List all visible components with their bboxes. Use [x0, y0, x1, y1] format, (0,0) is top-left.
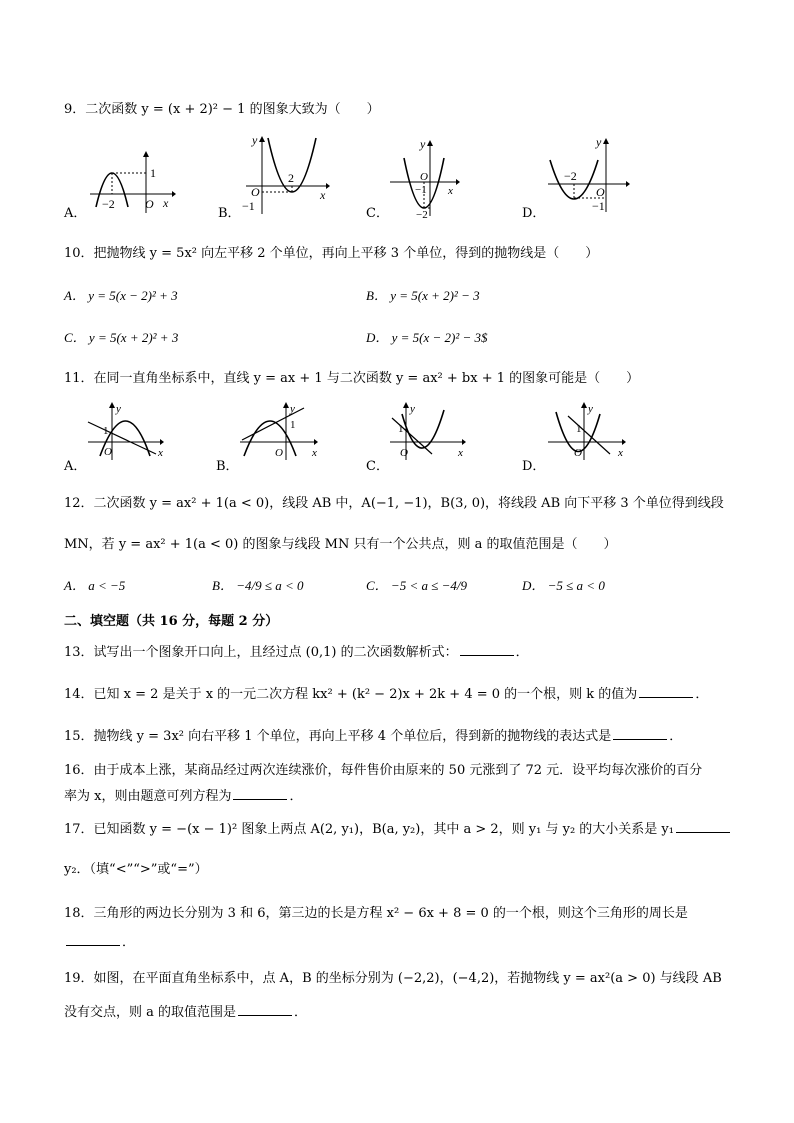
q18-line1: 18．三角形的两边长分别为 3 和 6，第三边的长是方程 x² − 6x + 8 = 0 的一个根，则这个三角形的周长是: [64, 906, 688, 921]
q16-line2-wrap: [64, 787, 302, 806]
label-x: x: [448, 185, 453, 197]
q14: [64, 685, 708, 704]
label-O: O: [145, 197, 154, 211]
q16-blank[interactable]: [233, 787, 287, 800]
q14-text: 14．已知 x = 2 是关于 x 的一元二次方程 kx² + (k² − 2)x + 2k + 4 = 0 的一个根，则 k 的值为: [64, 687, 638, 702]
line: [88, 422, 156, 454]
q11-graph-c[interactable]: [388, 400, 470, 462]
q14-blank[interactable]: [639, 685, 693, 698]
q10-prompt: 10．把抛物线 y = 5x² 向左平移 2 个单位，再向上平移 3 个单位，得到的抛物线是（ ）: [64, 246, 599, 261]
q9-graph-c[interactable]: [388, 136, 468, 220]
q11-choice-d[interactable]: D．: [522, 459, 546, 474]
q19-end: ．: [294, 1005, 308, 1020]
q11-choice-b[interactable]: B．: [216, 459, 239, 474]
q9-choice-d[interactable]: D．: [522, 206, 546, 221]
q15: [64, 727, 682, 746]
q13: [64, 643, 529, 662]
q19-blank[interactable]: [238, 1003, 292, 1016]
q17-blank[interactable]: [676, 820, 730, 833]
label-2: 2: [288, 171, 294, 185]
label-O: O: [400, 447, 408, 459]
q10-choice-c[interactable]: C． y = 5(x + 2)² + 3: [64, 330, 179, 345]
label-x: x: [163, 196, 169, 210]
label-1: 1: [150, 166, 156, 180]
parabola: [244, 421, 296, 456]
q12-choice-c[interactable]: C． −5 < a ≤ −4/9: [366, 578, 467, 593]
label-1: 1: [290, 419, 296, 431]
q10-choice-b[interactable]: B． y = 5(x + 2)² − 3: [366, 288, 480, 303]
label-1: 1: [398, 423, 404, 435]
q9-choice-a[interactable]: A．: [64, 206, 87, 221]
q19-line2: 没有交点，则 a 的取值范围是: [64, 1005, 237, 1020]
label-O: O: [275, 447, 283, 459]
q16-end: ．: [289, 789, 303, 804]
q9-prompt: 9．二次函数 y = (x + 2)² − 1 的图象大致为（ ）: [64, 102, 380, 117]
q11-graph-a[interactable]: [86, 400, 168, 462]
q11-graph-d[interactable]: [546, 400, 630, 462]
label-neg2: −2: [102, 197, 115, 211]
label-x: x: [320, 188, 326, 202]
q15-end: ．: [669, 729, 683, 744]
label-y: y: [410, 403, 415, 415]
label-O: O: [574, 447, 582, 459]
q15-text: 15．抛物线 y = 3x² 向右平移 1 个单位，再向上平移 4 个单位后，得到新的抛物线的表达式是: [64, 729, 612, 744]
q18-end: ．: [122, 935, 136, 950]
q18-blank[interactable]: [66, 933, 120, 946]
q10-choice-a[interactable]: A． y = 5(x − 2)² + 3: [64, 288, 178, 303]
q11-prompt: 11．在同一直角坐标系中，直线 y = ax + 1 与二次函数 y = ax² + bx + 1 的图象可能是（ ）: [64, 371, 640, 386]
section-heading: 二、填空题（共 16 分，每题 2 分）: [64, 614, 279, 629]
q13-text: 13．试写出一个图象开口向上，且经过点 (0,1) 的二次函数解析式：: [64, 645, 458, 660]
label-y: y: [116, 403, 121, 415]
label-x: x: [158, 447, 163, 459]
label-y: y: [290, 403, 295, 415]
q19-line2-wrap: [64, 1003, 307, 1022]
label-y: y: [596, 135, 602, 149]
q9-choice-b[interactable]: B．: [218, 206, 241, 221]
label-neg1: −1: [242, 199, 255, 213]
label-O: O: [251, 185, 260, 199]
q9-graph-b[interactable]: [240, 130, 332, 215]
q19-line1: 19．如图，在平面直角坐标系中，点 A，B 的坐标分别为 (−2,2)，(−4,2)，若抛物线 y = ax²(a > 0) 与线段 AB: [64, 971, 722, 986]
q12-choice-a[interactable]: A． a < −5: [64, 578, 126, 593]
label-y: y: [588, 403, 593, 415]
q9-graph-d[interactable]: [546, 134, 634, 216]
label-x: x: [618, 447, 623, 459]
q11-graph-b[interactable]: [238, 400, 322, 462]
label-1: 1: [103, 425, 109, 437]
q12-line2: MN，若 y = ax² + 1(a < 0) 的图象与线段 MN 只有一个公共点，则 a 的取值范围是（ ）: [64, 537, 617, 552]
label-y: y: [252, 133, 258, 147]
q16-line1: 16．由于成本上涨，某商品经过两次连续涨价，每件售价由原来的 50 元涨到了 72 元．设平均每次涨价的百分: [64, 763, 703, 778]
label-x: x: [458, 447, 463, 459]
q16-line2: 率为 x，则由题意可列方程为: [64, 789, 232, 804]
q11-choice-c[interactable]: C．: [366, 459, 389, 474]
q18-line2-wrap: [64, 933, 135, 952]
label-neg1: −1: [415, 184, 427, 196]
q11-choice-a[interactable]: A．: [64, 459, 87, 474]
q10-choice-d[interactable]: D． y = 5(x − 2)² − 3$: [366, 330, 488, 345]
label-y: y: [420, 137, 426, 151]
label-O: O: [596, 185, 605, 199]
q12-choice-b[interactable]: B． −4/9 ≤ a < 0: [212, 578, 304, 593]
q17-line2: y₂．（填“<”“>”或“=”）: [64, 862, 208, 877]
q17-line1: 17．已知函数 y = −(x − 1)² 图象上两点 A(2, y₁)，B(a, y₂)，其中 a > 2，则 y₁ 与 y₂ 的大小关系是 y₁: [64, 822, 674, 837]
q13-blank[interactable]: [460, 643, 514, 656]
label-O: O: [420, 171, 428, 183]
label-neg2: −2: [416, 209, 428, 220]
label-1: 1: [576, 423, 582, 435]
q9-choice-c[interactable]: C．: [366, 206, 389, 221]
q9-graph-a[interactable]: [88, 145, 178, 215]
q14-end: ．: [695, 687, 709, 702]
label-neg1: −1: [592, 199, 605, 213]
q17-line1-wrap: [64, 820, 732, 839]
label-x: x: [312, 447, 317, 459]
q12-choice-d[interactable]: D． −5 ≤ a < 0: [522, 578, 605, 593]
q12-line1: 12．二次函数 y = ax² + 1(a < 0)，线段 AB 中，A(−1, −1)，B(3, 0)，将线段 AB 向下平移 3 个单位得到线段: [64, 496, 724, 511]
label-neg2: −2: [564, 169, 577, 183]
q13-end: ．: [515, 645, 529, 660]
label-O: O: [104, 446, 112, 458]
q15-blank[interactable]: [613, 727, 667, 740]
